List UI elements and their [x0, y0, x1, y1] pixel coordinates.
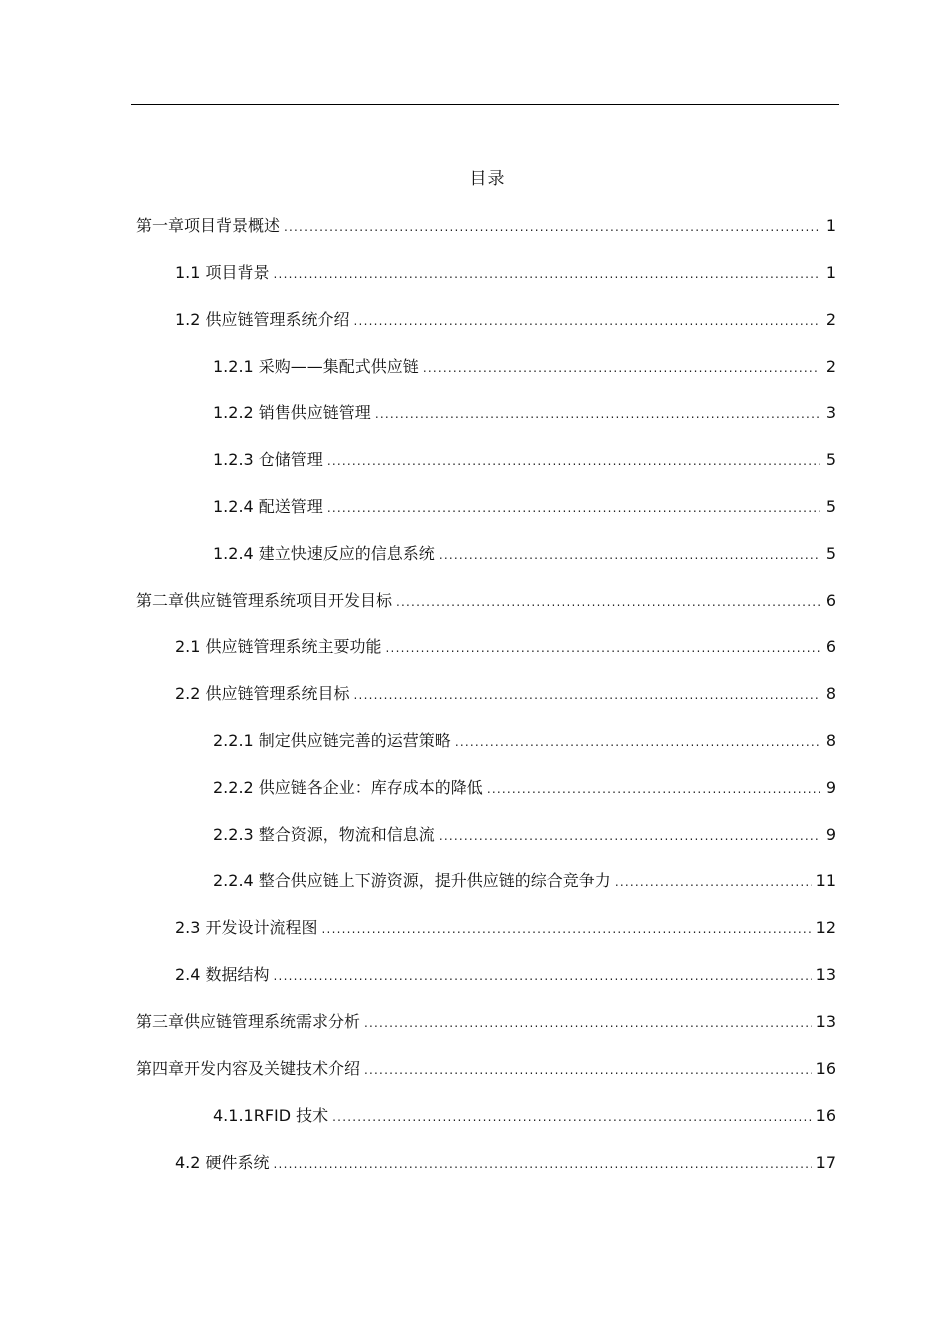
toc-title: 目录	[469, 169, 506, 189]
toc-leader-dots	[615, 868, 812, 896]
toc-entry[interactable]	[136, 1008, 836, 1036]
toc-entry[interactable]	[175, 633, 836, 661]
toc-entry-page: 2	[825, 357, 836, 376]
toc-leader-dots	[274, 260, 820, 288]
toc-entry-page: 8	[825, 731, 836, 750]
toc-entry-page: 2	[825, 310, 836, 329]
toc-entry-label: 第三章供应链管理系统需求分析	[136, 1012, 361, 1031]
toc-leader-dots	[364, 1009, 812, 1037]
toc-entry[interactable]	[213, 867, 836, 895]
toc-entry-label: 1.2.1 采购——集配式供应链	[213, 357, 419, 376]
toc-entry-page: 16	[815, 1059, 836, 1078]
toc-entry-label: 2.2.3 整合资源，物流和信息流	[213, 825, 435, 844]
toc-leader-dots	[455, 728, 820, 756]
toc-leader-dots	[284, 213, 820, 241]
toc-entry[interactable]	[175, 1149, 836, 1177]
toc-entry[interactable]	[175, 680, 836, 708]
toc-entry-page: 3	[825, 403, 836, 422]
toc-entry[interactable]	[136, 1055, 836, 1083]
toc-entry-page: 6	[825, 591, 836, 610]
toc-entry-label: 2.2.2 供应链各企业：库存成本的降低	[213, 778, 483, 797]
toc-entry-label: 第二章供应链管理系统项目开发目标	[136, 591, 393, 610]
toc-leader-dots	[386, 634, 820, 662]
toc-entry-page: 9	[825, 825, 836, 844]
toc-entry[interactable]	[136, 212, 836, 240]
toc-entry-label: 第一章项目背景概述	[136, 216, 281, 235]
toc-entry-page: 12	[815, 918, 836, 937]
toc-entry[interactable]	[175, 306, 836, 334]
toc-entry[interactable]	[213, 727, 836, 755]
toc-leader-dots	[439, 822, 820, 850]
toc-entry[interactable]	[213, 446, 836, 474]
toc-entry-page: 16	[815, 1106, 836, 1125]
toc-entry-label: 4.1.1RFID 技术	[213, 1106, 329, 1125]
toc-entry-page: 11	[815, 871, 836, 890]
toc-leader-dots	[332, 1103, 811, 1131]
toc-leader-dots	[423, 354, 820, 382]
toc-entry-label: 1.2.4 配送管理	[213, 497, 323, 516]
toc-entry-page: 5	[825, 497, 836, 516]
toc-entry[interactable]	[213, 399, 836, 427]
toc-entry-label: 1.2 供应链管理系统介绍	[175, 310, 350, 329]
toc-leader-dots	[274, 962, 812, 990]
toc-entry-label: 1.2.3 仓储管理	[213, 450, 323, 469]
toc-leader-dots	[439, 541, 820, 569]
toc-entry-label: 2.4 数据结构	[175, 965, 270, 984]
toc-entry-label: 1.2.4 建立快速反应的信息系统	[213, 544, 435, 563]
toc-entry-label: 2.3 开发设计流程图	[175, 918, 318, 937]
toc-leader-dots	[322, 915, 812, 943]
toc-entry[interactable]	[213, 821, 836, 849]
toc-leader-dots	[396, 588, 820, 616]
toc-entry-label: 1.1 项目背景	[175, 263, 270, 282]
toc-entry-page: 6	[825, 637, 836, 656]
toc-leader-dots	[327, 494, 820, 522]
toc-entry[interactable]	[213, 353, 836, 381]
toc-entry[interactable]	[175, 259, 836, 287]
toc-leader-dots	[327, 447, 820, 475]
toc-entry-page: 9	[825, 778, 836, 797]
toc-leader-dots	[375, 400, 820, 428]
toc-entry-label: 1.2.2 销售供应链管理	[213, 403, 371, 422]
toc-leader-dots	[274, 1150, 812, 1178]
header-rule	[131, 104, 839, 105]
toc-entry-label: 4.2 硬件系统	[175, 1153, 270, 1172]
toc-entry[interactable]	[213, 493, 836, 521]
toc-leader-dots	[354, 307, 820, 335]
toc-entry[interactable]	[136, 587, 836, 615]
toc-entry-label: 2.2.1 制定供应链完善的运营策略	[213, 731, 451, 750]
toc-entry-page: 13	[815, 1012, 836, 1031]
toc-entry-page: 13	[815, 965, 836, 984]
toc-entry-page: 1	[825, 263, 836, 282]
toc-entry-label: 2.1 供应链管理系统主要功能	[175, 637, 382, 656]
toc-leader-dots	[487, 775, 820, 803]
toc-entry[interactable]	[213, 774, 836, 802]
toc-entry[interactable]	[213, 540, 836, 568]
toc-entry-page: 17	[815, 1153, 836, 1172]
toc-entry-page: 1	[825, 216, 836, 235]
toc-entry-page: 8	[825, 684, 836, 703]
toc-entry[interactable]	[175, 914, 836, 942]
toc-leader-dots	[364, 1056, 812, 1084]
toc-entry-label: 第四章开发内容及关键技术介绍	[136, 1059, 361, 1078]
toc-entry-page: 5	[825, 450, 836, 469]
toc-entry[interactable]	[213, 1102, 836, 1130]
toc-entry-page: 5	[825, 544, 836, 563]
toc-entry[interactable]	[175, 961, 836, 989]
toc-leader-dots	[354, 681, 820, 709]
toc-entry-label: 2.2.4 整合供应链上下游资源，提升供应链的综合竞争力	[213, 871, 611, 890]
toc-entry-label: 2.2 供应链管理系统目标	[175, 684, 350, 703]
